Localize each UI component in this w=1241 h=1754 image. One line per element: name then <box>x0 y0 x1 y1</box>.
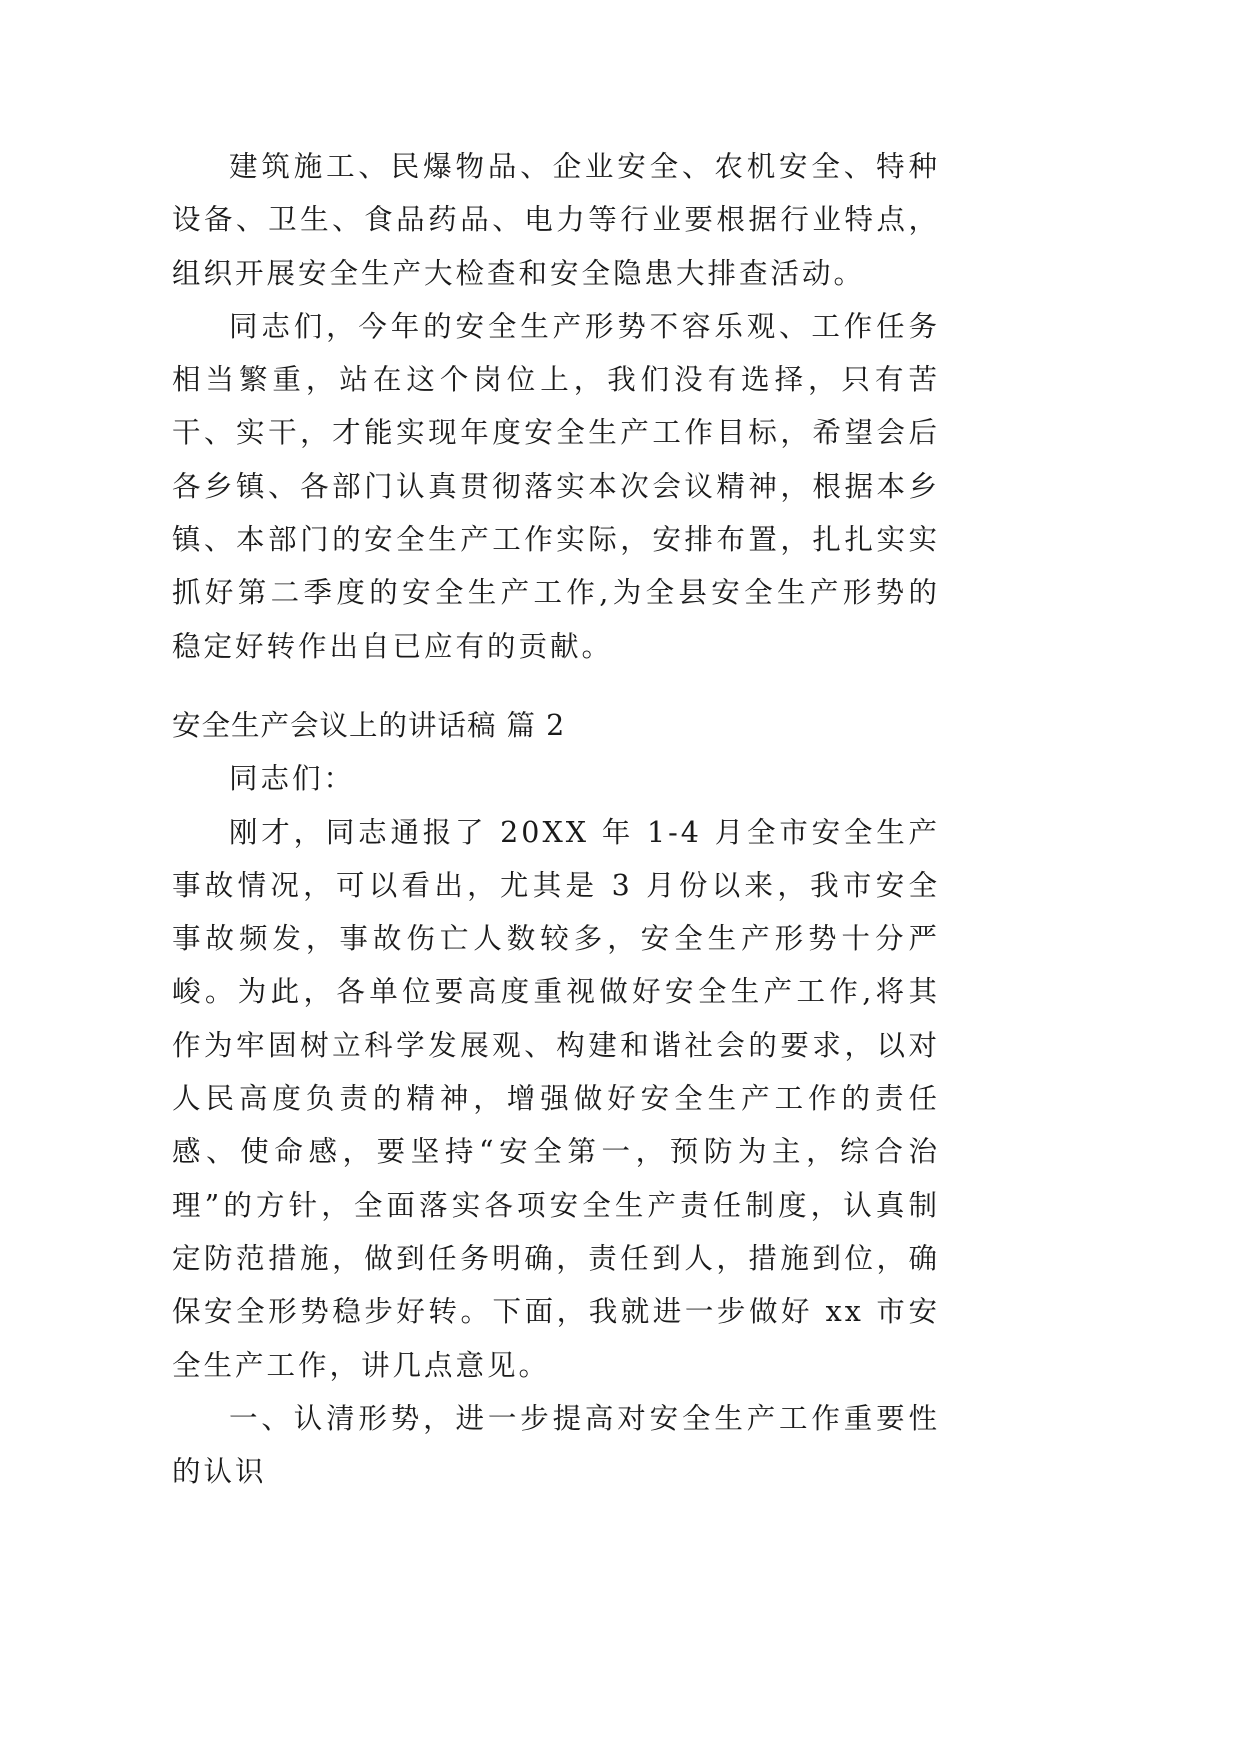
paragraph-closing-remarks: 同志们，今年的安全生产形势不容乐观、工作任务相当繁重，站在这个岗位上，我们没有选择，只有苦干、实干，才能实现年度安全生产工作目标，希望会后各乡镇、各部门认真贯彻落实本次会议精神，根据本乡镇、本部门的安全生产工作实际，安排布置，扎扎实实抓好第二季度的安全生产工作,为全县安全生产形势的稳定好转作出自已应有的贡献。 <box>172 309 940 663</box>
paragraph-accident-report: 刚才，同志通报了 20XX 年 1-4 月全市安全生产事故情况，可以看出，尤其是 3 月份以来，我市安全事故频发，事故伤亡人数较多，安全生产形势十分严峻。为此，各单位要高度重视做好安全生产工作,将其作为牢固树立科学发展观、构建和谐社会的要求，以对人民高度负责的精神，增强做好安全生产工作的责任感、使命感，要坚持“安全第一，预防为主，综合治理”的方针，全面落实各项安全生产责任制度，认真制定防范措施，做到任务明确，责任到人，措施到位，确保安全形势稳步好转。下面，我就进一步做好 xx 市安全生产工作，讲几点意见。 <box>172 815 940 1382</box>
paragraph-salutation: 同志们： <box>229 762 356 796</box>
paragraph-point-one: 一、认清形势，进一步提高对安全生产工作重要性的认识 <box>172 1401 940 1489</box>
section-title: 安全生产会议上的讲话稿 篇 2 <box>172 708 566 742</box>
paragraph-industry-inspection: 建筑施工、民爆物品、企业安全、农机安全、特种设备、卫生、食品药品、电力等行业要根据行业特点，组织开展安全生产大检查和安全隐患大排查活动。 <box>172 150 940 290</box>
document-body <box>172 140 940 1498</box>
